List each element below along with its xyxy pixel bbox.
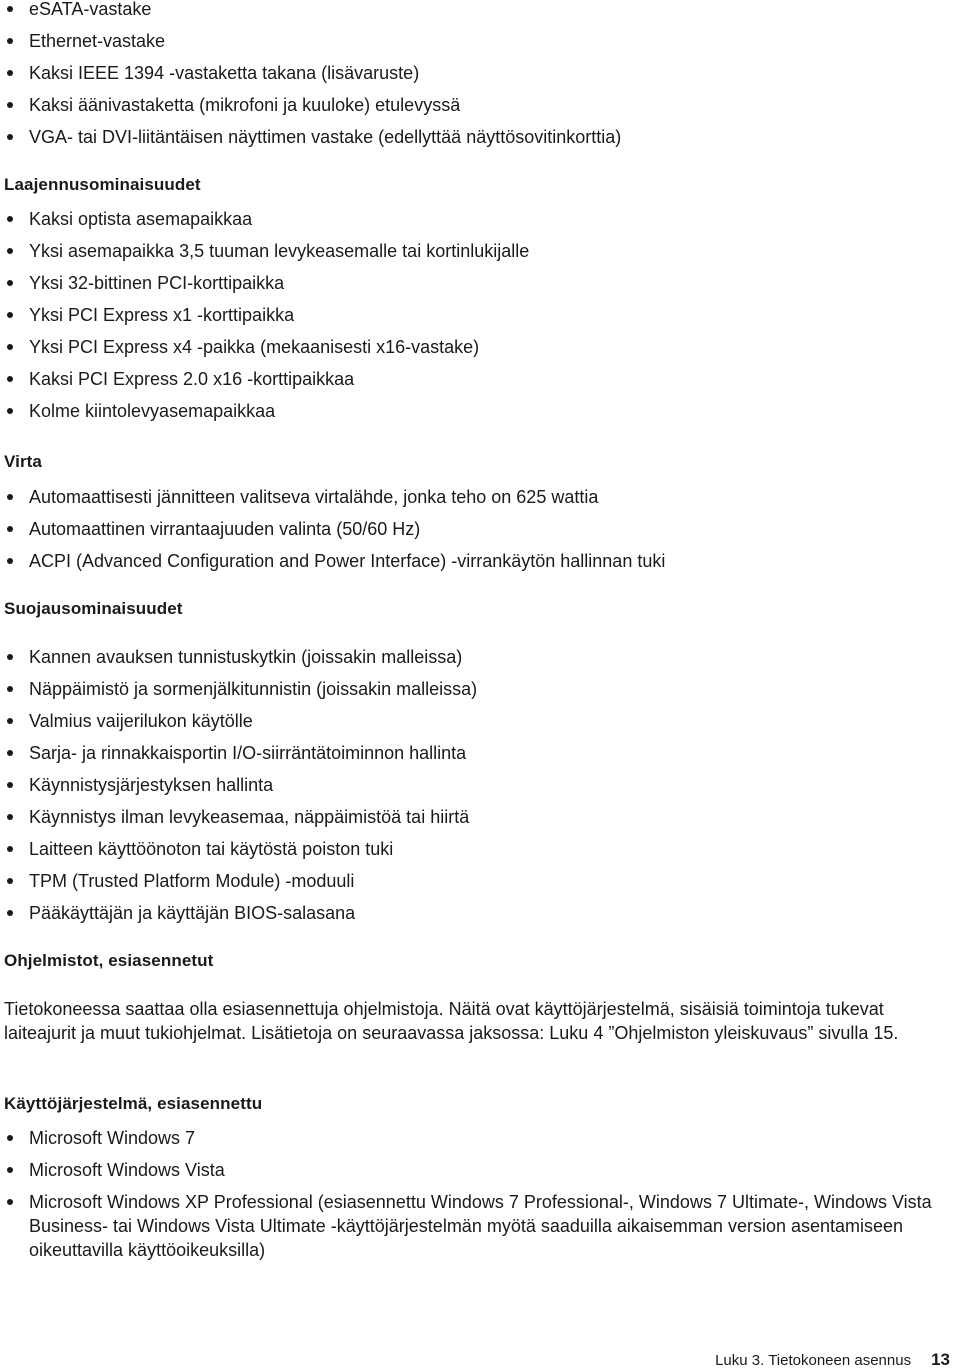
power-list — [0, 485, 960, 573]
bullet-icon — [7, 782, 13, 788]
list-item: Microsoft Windows XP Professional (esiasennettu Windows 7 Professional-, Windows 7 Ultimate-, Windows Vista Business- tai Windows Vista Ultimate -käyttöjärjestelmän myötä saaduilla aikaisemman version asentamiseen oikeuttavilla käyttöoikeuksilla) — [0, 1190, 939, 1262]
list-item: Sarja- ja rinnakkaisportin I/O-siirräntätoiminnon hallinta — [0, 741, 960, 765]
bullet-icon — [7, 654, 13, 660]
bullet-icon — [7, 846, 13, 852]
bullet-icon — [7, 750, 13, 756]
bullet-icon — [7, 102, 13, 108]
list-item: Yksi asemapaikka 3,5 tuuman levykeasemalle tai kortinlukijalle — [0, 239, 960, 263]
list-item: eSATA-vastake — [0, 0, 960, 21]
bullet-icon — [7, 70, 13, 76]
software-paragraph: Tietokoneessa saattaa olla esiasennettuja ohjelmistoja. Näitä ovat käyttöjärjestelmä, sisäisiä toimintoja tukevat laiteajurit ja muut tukiohjelmat. Lisätietoja on seuraavassa jaksossa: Luku 4 ”Ohjelmiston yleiskuvaus” sivulla 15. — [4, 999, 899, 1043]
bullet-icon — [7, 312, 13, 318]
list-item: Automaattinen virrantaajuuden valinta (50/60 Hz) — [0, 517, 960, 541]
section-heading-security: Suojausominaisuudet — [4, 599, 183, 618]
section-heading-os: Käyttöjärjestelmä, esiasennettu — [4, 1094, 263, 1113]
section-heading-power: Virta — [4, 452, 42, 471]
list-item: Kannen avauksen tunnistuskytkin (joissakin malleissa) — [0, 645, 960, 669]
bullet-icon — [7, 1135, 13, 1141]
os-list — [0, 1126, 960, 1262]
bullet-icon — [7, 558, 13, 564]
list-item: Microsoft Windows 7 — [0, 1126, 960, 1150]
list-item: Yksi PCI Express x4 -paikka (mekaanisesti x16-vastake) — [0, 335, 960, 359]
list-item: Näppäimistö ja sormenjälkitunnistin (joissakin malleissa) — [0, 677, 960, 701]
list-item: Kaksi äänivastaketta (mikrofoni ja kuuloke) etulevyssä — [0, 93, 960, 117]
bullet-icon — [7, 814, 13, 820]
bullet-icon — [7, 686, 13, 692]
expansion-list — [0, 207, 960, 423]
bullet-icon — [7, 38, 13, 44]
bullet-icon — [7, 494, 13, 500]
list-item: Ethernet-vastake — [0, 29, 960, 53]
list-item: Automaattisesti jännitteen valitseva virtalähde, jonka teho on 625 wattia — [0, 485, 960, 509]
list-item: Kaksi IEEE 1394 -vastaketta takana (lisävaruste) — [0, 61, 960, 85]
section-heading-software: Ohjelmistot, esiasennetut — [4, 951, 214, 970]
footer-chapter: Luku 3. Tietokoneen asennus — [715, 1352, 912, 1369]
list-item: Microsoft Windows Vista — [0, 1158, 960, 1182]
bullet-icon — [7, 248, 13, 254]
bullet-icon — [7, 216, 13, 222]
list-item: Pääkäyttäjän ja käyttäjän BIOS-salasana — [0, 901, 960, 925]
list-item: ACPI (Advanced Configuration and Power Interface) -virrankäytön hallinnan tuki — [0, 549, 960, 573]
list-item: TPM (Trusted Platform Module) -moduuli — [0, 869, 960, 893]
security-list — [0, 645, 960, 925]
list-item: Valmius vaijerilukon käytölle — [0, 709, 960, 733]
bullet-icon — [7, 376, 13, 382]
list-item: Kaksi PCI Express 2.0 x16 -korttipaikkaa — [0, 367, 960, 391]
connectors-list — [0, 0, 960, 149]
section-heading-expansion: Laajennusominaisuudet — [4, 175, 201, 194]
list-item: Käynnistysjärjestyksen hallinta — [0, 773, 960, 797]
list-item: Kolme kiintolevyasemapaikkaa — [0, 399, 960, 423]
list-item: Yksi PCI Express x1 -korttipaikka — [0, 303, 960, 327]
list-item: Kaksi optista asemapaikkaa — [0, 207, 960, 231]
bullet-icon — [7, 718, 13, 724]
list-item: Yksi 32-bittinen PCI-korttipaikka — [0, 271, 960, 295]
list-item: Laitteen käyttöönoton tai käytöstä poiston tuki — [0, 837, 960, 861]
bullet-icon — [7, 6, 13, 12]
bullet-icon — [7, 280, 13, 286]
bullet-icon — [7, 526, 13, 532]
page-number: 13 — [931, 1350, 950, 1369]
list-item: Käynnistys ilman levykeasemaa, näppäimistöä tai hiirtä — [0, 805, 960, 829]
bullet-icon — [7, 408, 13, 414]
bullet-icon — [7, 344, 13, 350]
bullet-icon — [7, 878, 13, 884]
bullet-icon — [7, 910, 13, 916]
page-footer — [715, 1349, 950, 1372]
list-item: VGA- tai DVI-liitäntäisen näyttimen vastake (edellyttää näyttösovitinkorttia) — [0, 125, 960, 149]
bullet-icon — [7, 1167, 13, 1173]
bullet-icon — [7, 134, 13, 140]
bullet-icon — [7, 1199, 13, 1205]
